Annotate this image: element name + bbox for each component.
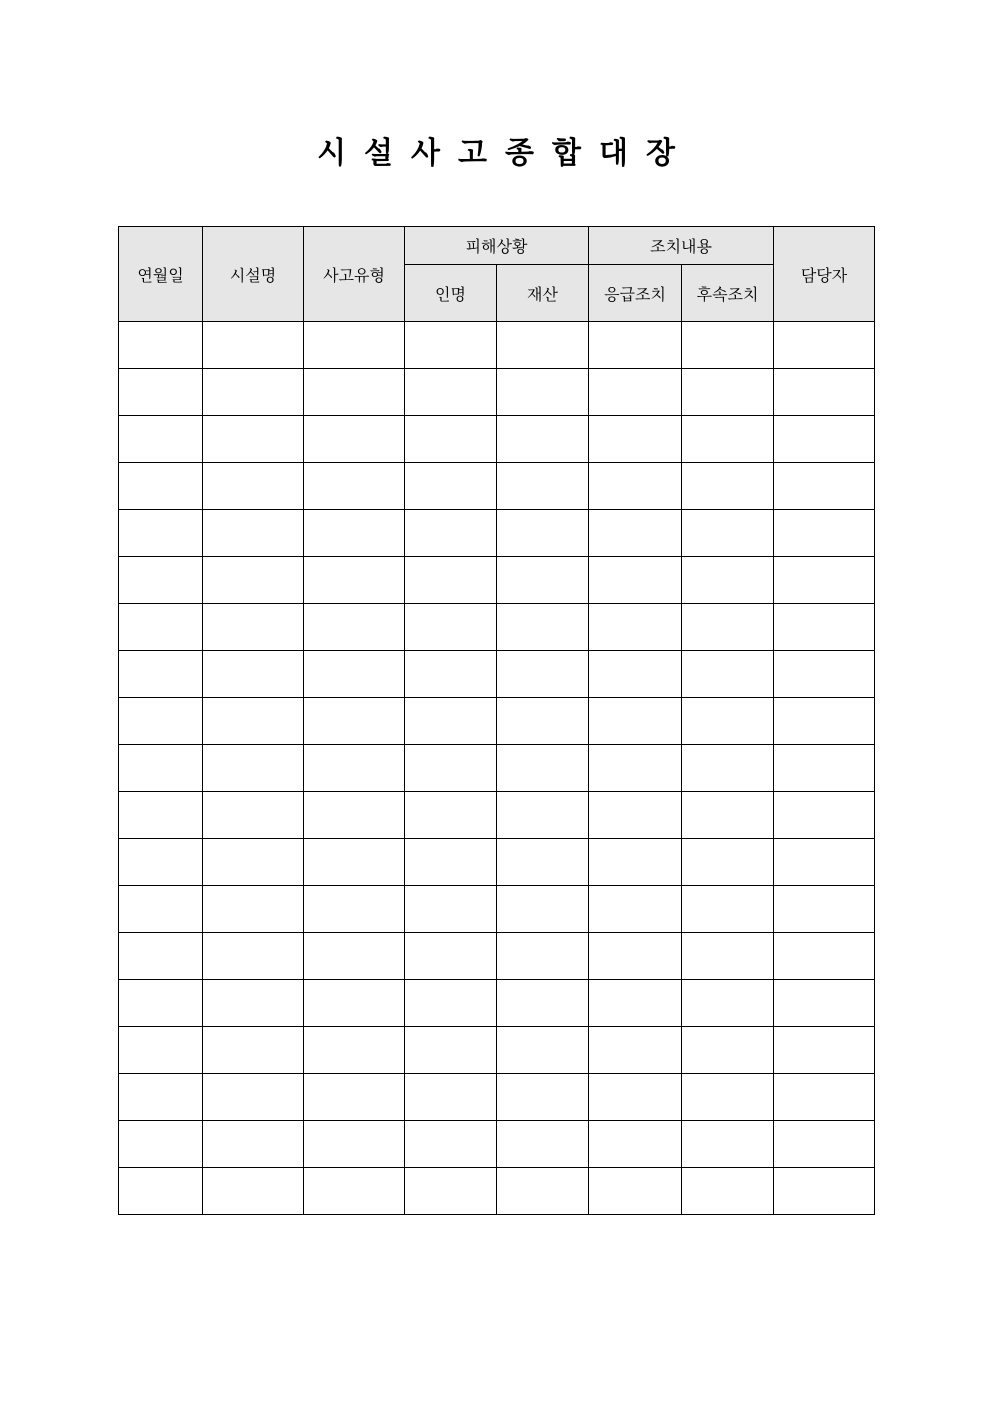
table-row: [119, 322, 875, 369]
cell-facility[interactable]: [203, 557, 304, 604]
cell-damage-human[interactable]: [405, 322, 497, 369]
cell-damage-human[interactable]: [405, 698, 497, 745]
cell-action-followup[interactable]: [682, 651, 774, 698]
header-damage-property: 재산: [497, 265, 589, 322]
cell-date[interactable]: [119, 1027, 203, 1074]
cell-damage-property[interactable]: [497, 651, 589, 698]
table-row: [119, 745, 875, 792]
cell-damage-human[interactable]: [405, 792, 497, 839]
cell-damage-human[interactable]: [405, 651, 497, 698]
cell-action-emergency[interactable]: [589, 510, 682, 557]
cell-action-emergency[interactable]: [589, 557, 682, 604]
document-title: 시설사고종합대장: [317, 136, 693, 171]
cell-accident-type[interactable]: [304, 933, 405, 980]
cell-accident-type[interactable]: [304, 886, 405, 933]
cell-facility[interactable]: [203, 1121, 304, 1168]
cell-action-emergency[interactable]: [589, 369, 682, 416]
cell-facility[interactable]: [203, 792, 304, 839]
cell-action-followup[interactable]: [682, 980, 774, 1027]
cell-date[interactable]: [119, 886, 203, 933]
cell-action-emergency[interactable]: [589, 745, 682, 792]
cell-accident-type[interactable]: [304, 1074, 405, 1121]
cell-facility[interactable]: [203, 933, 304, 980]
cell-action-followup[interactable]: [682, 463, 774, 510]
table-row: [119, 839, 875, 886]
cell-date[interactable]: [119, 510, 203, 557]
cell-date[interactable]: [119, 980, 203, 1027]
cell-accident-type[interactable]: [304, 651, 405, 698]
cell-action-followup[interactable]: [682, 698, 774, 745]
table-row: [119, 792, 875, 839]
cell-action-emergency[interactable]: [589, 980, 682, 1027]
cell-damage-property[interactable]: [497, 416, 589, 463]
cell-manager[interactable]: [774, 651, 875, 698]
header-damage-human: 인명: [405, 265, 497, 322]
cell-damage-human[interactable]: [405, 557, 497, 604]
cell-manager[interactable]: [774, 463, 875, 510]
cell-action-followup[interactable]: [682, 1168, 774, 1215]
cell-facility[interactable]: [203, 1168, 304, 1215]
cell-manager[interactable]: [774, 557, 875, 604]
cell-accident-type[interactable]: [304, 980, 405, 1027]
cell-damage-human[interactable]: [405, 980, 497, 1027]
cell-accident-type[interactable]: [304, 510, 405, 557]
cell-accident-type[interactable]: [304, 1168, 405, 1215]
cell-damage-human[interactable]: [405, 1074, 497, 1121]
cell-facility[interactable]: [203, 604, 304, 651]
cell-damage-human[interactable]: [405, 510, 497, 557]
cell-manager[interactable]: [774, 369, 875, 416]
cell-action-followup[interactable]: [682, 1121, 774, 1168]
cell-action-emergency[interactable]: [589, 933, 682, 980]
cell-date[interactable]: [119, 1121, 203, 1168]
cell-damage-property[interactable]: [497, 1168, 589, 1215]
cell-damage-property[interactable]: [497, 1074, 589, 1121]
cell-damage-property[interactable]: [497, 698, 589, 745]
cell-manager[interactable]: [774, 1074, 875, 1121]
table-row: [119, 1074, 875, 1121]
cell-accident-type[interactable]: [304, 698, 405, 745]
cell-accident-type[interactable]: [304, 369, 405, 416]
cell-damage-property[interactable]: [497, 745, 589, 792]
cell-date[interactable]: [119, 557, 203, 604]
cell-action-emergency[interactable]: [589, 698, 682, 745]
cell-action-emergency[interactable]: [589, 651, 682, 698]
cell-facility[interactable]: [203, 651, 304, 698]
cell-accident-type[interactable]: [304, 792, 405, 839]
cell-damage-property[interactable]: [497, 369, 589, 416]
cell-action-followup[interactable]: [682, 792, 774, 839]
cell-manager[interactable]: [774, 886, 875, 933]
cell-manager[interactable]: [774, 510, 875, 557]
cell-facility[interactable]: [203, 416, 304, 463]
cell-date[interactable]: [119, 651, 203, 698]
cell-date[interactable]: [119, 792, 203, 839]
cell-damage-human[interactable]: [405, 839, 497, 886]
table-row: [119, 1121, 875, 1168]
header-damage: 피해상황: [405, 227, 589, 265]
cell-action-emergency[interactable]: [589, 322, 682, 369]
cell-action-followup[interactable]: [682, 933, 774, 980]
cell-action-emergency[interactable]: [589, 792, 682, 839]
cell-damage-human[interactable]: [405, 604, 497, 651]
cell-action-followup[interactable]: [682, 745, 774, 792]
cell-manager[interactable]: [774, 839, 875, 886]
cell-facility[interactable]: [203, 1074, 304, 1121]
table-row: [119, 698, 875, 745]
header-date: 연월일: [119, 227, 203, 322]
table-row: [119, 463, 875, 510]
ledger-body: [119, 322, 875, 1215]
header-action-emergency: 응급조치: [589, 265, 682, 322]
cell-damage-human[interactable]: [405, 1027, 497, 1074]
table-row: [119, 604, 875, 651]
table-row: [119, 510, 875, 557]
cell-action-followup[interactable]: [682, 604, 774, 651]
cell-action-emergency[interactable]: [589, 463, 682, 510]
cell-accident-type[interactable]: [304, 322, 405, 369]
header-accident-type: 사고유형: [304, 227, 405, 322]
cell-damage-property[interactable]: [497, 933, 589, 980]
cell-accident-type[interactable]: [304, 604, 405, 651]
cell-date[interactable]: [119, 322, 203, 369]
cell-damage-property[interactable]: [497, 980, 589, 1027]
cell-manager[interactable]: [774, 322, 875, 369]
cell-facility[interactable]: [203, 745, 304, 792]
header-manager: 담당자: [774, 227, 875, 322]
cell-action-emergency[interactable]: [589, 416, 682, 463]
cell-manager[interactable]: [774, 604, 875, 651]
cell-action-followup[interactable]: [682, 839, 774, 886]
cell-facility[interactable]: [203, 1027, 304, 1074]
cell-action-emergency[interactable]: [589, 1027, 682, 1074]
cell-facility[interactable]: [203, 886, 304, 933]
header-row-top: [119, 227, 875, 265]
cell-accident-type[interactable]: [304, 745, 405, 792]
cell-manager[interactable]: [774, 792, 875, 839]
cell-damage-property[interactable]: [497, 510, 589, 557]
cell-facility[interactable]: [203, 839, 304, 886]
cell-manager[interactable]: [774, 416, 875, 463]
cell-action-followup[interactable]: [682, 416, 774, 463]
cell-damage-property[interactable]: [497, 839, 589, 886]
cell-accident-type[interactable]: [304, 416, 405, 463]
cell-action-followup[interactable]: [682, 557, 774, 604]
table-row: [119, 980, 875, 1027]
cell-manager[interactable]: [774, 1121, 875, 1168]
cell-facility[interactable]: [203, 510, 304, 557]
cell-damage-human[interactable]: [405, 463, 497, 510]
header-action: 조치내용: [589, 227, 774, 265]
cell-action-followup[interactable]: [682, 369, 774, 416]
cell-facility[interactable]: [203, 980, 304, 1027]
cell-damage-property[interactable]: [497, 886, 589, 933]
cell-action-followup[interactable]: [682, 1074, 774, 1121]
header-action-followup: 후속조치: [682, 265, 774, 322]
cell-manager[interactable]: [774, 980, 875, 1027]
cell-action-emergency[interactable]: [589, 1168, 682, 1215]
cell-damage-human[interactable]: [405, 745, 497, 792]
cell-damage-property[interactable]: [497, 322, 589, 369]
cell-damage-human[interactable]: [405, 1121, 497, 1168]
table-row: [119, 933, 875, 980]
cell-date[interactable]: [119, 745, 203, 792]
cell-manager[interactable]: [774, 698, 875, 745]
cell-action-followup[interactable]: [682, 322, 774, 369]
cell-date[interactable]: [119, 416, 203, 463]
accident-ledger-table: [118, 226, 875, 1215]
table-row: [119, 886, 875, 933]
cell-manager[interactable]: [774, 1027, 875, 1074]
table-row: [119, 651, 875, 698]
table-row: [119, 1027, 875, 1074]
cell-accident-type[interactable]: [304, 557, 405, 604]
cell-damage-property[interactable]: [497, 604, 589, 651]
cell-action-emergency[interactable]: [589, 839, 682, 886]
cell-manager[interactable]: [774, 745, 875, 792]
header-facility: 시설명: [203, 227, 304, 322]
cell-action-emergency[interactable]: [589, 604, 682, 651]
cell-facility[interactable]: [203, 322, 304, 369]
cell-date[interactable]: [119, 1074, 203, 1121]
cell-action-followup[interactable]: [682, 510, 774, 557]
table-row: [119, 1168, 875, 1215]
cell-facility[interactable]: [203, 369, 304, 416]
cell-action-emergency[interactable]: [589, 1074, 682, 1121]
cell-action-emergency[interactable]: [589, 1121, 682, 1168]
cell-facility[interactable]: [203, 698, 304, 745]
cell-date[interactable]: [119, 933, 203, 980]
cell-damage-human[interactable]: [405, 886, 497, 933]
cell-accident-type[interactable]: [304, 1121, 405, 1168]
cell-action-followup[interactable]: [682, 886, 774, 933]
cell-accident-type[interactable]: [304, 463, 405, 510]
cell-date[interactable]: [119, 839, 203, 886]
cell-damage-property[interactable]: [497, 557, 589, 604]
table-row: [119, 369, 875, 416]
cell-damage-human[interactable]: [405, 416, 497, 463]
table-row: [119, 557, 875, 604]
cell-date[interactable]: [119, 463, 203, 510]
cell-damage-property[interactable]: [497, 1121, 589, 1168]
table-row: [119, 416, 875, 463]
cell-manager[interactable]: [774, 933, 875, 980]
cell-damage-human[interactable]: [405, 933, 497, 980]
cell-facility[interactable]: [203, 463, 304, 510]
cell-date[interactable]: [119, 698, 203, 745]
cell-date[interactable]: [119, 369, 203, 416]
cell-damage-property[interactable]: [497, 463, 589, 510]
cell-damage-human[interactable]: [405, 369, 497, 416]
cell-date[interactable]: [119, 604, 203, 651]
cell-action-emergency[interactable]: [589, 886, 682, 933]
cell-date[interactable]: [119, 1168, 203, 1215]
cell-accident-type[interactable]: [304, 1027, 405, 1074]
cell-manager[interactable]: [774, 1168, 875, 1215]
cell-damage-property[interactable]: [497, 792, 589, 839]
cell-action-followup[interactable]: [682, 1027, 774, 1074]
cell-damage-property[interactable]: [497, 1027, 589, 1074]
cell-accident-type[interactable]: [304, 839, 405, 886]
cell-damage-human[interactable]: [405, 1168, 497, 1215]
